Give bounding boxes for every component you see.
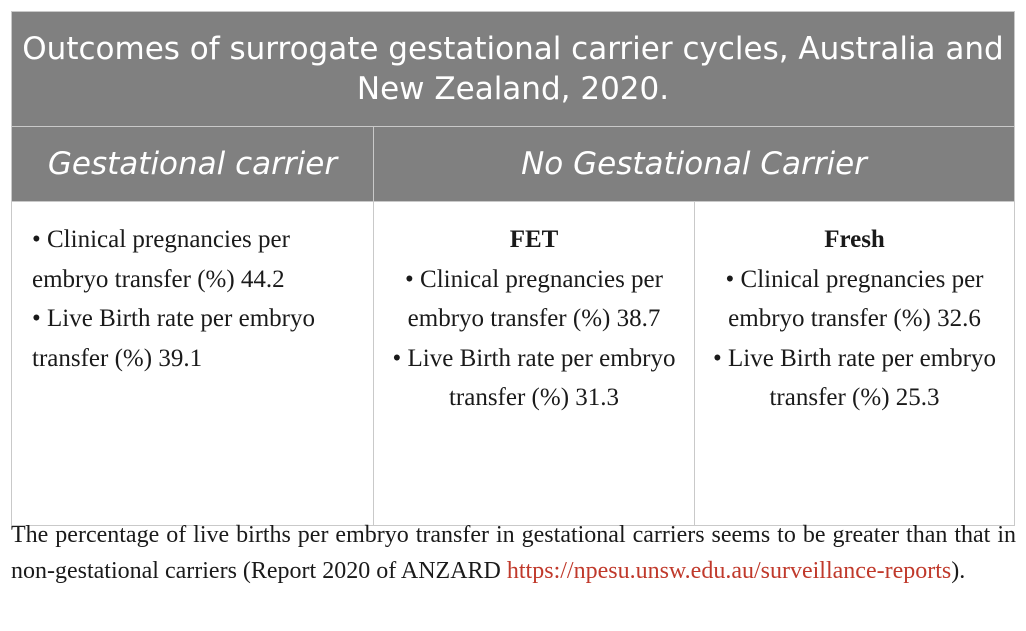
footnote-end: ). — [951, 558, 966, 584]
list-item: • Live Birth rate per embryo transfer (%) 31.3 — [392, 344, 676, 411]
table-footnote — [11, 517, 1016, 589]
footnote-text: The percentage of live births per embryo transfer in gestational carriers seems to be greater than that in non-gestational carriers (Report 2020 of ANZARD — [11, 522, 1016, 584]
subheading-fet: FET — [509, 226, 559, 253]
list-item: • Clinical pregnancies per embryo transfer (%) 44.2 — [32, 226, 290, 293]
header-no-gestational-carrier: No Gestational Carrier — [374, 127, 1015, 202]
table-title: Outcomes of surrogate gestational carrier cycles, Australia and New Zealand, 2020. — [12, 12, 1015, 127]
list-item: • Live Birth rate per embryo transfer (%) 39.1 — [32, 305, 315, 372]
cell-fet — [374, 202, 695, 526]
list-item: • Clinical pregnancies per embryo transfer (%) 32.6 — [725, 265, 984, 332]
list-item: • Live Birth rate per embryo transfer (%) 25.3 — [713, 344, 996, 411]
outcomes-table — [11, 11, 1015, 526]
list-item: • Clinical pregnancies per embryo transfer (%) 38.7 — [405, 265, 663, 332]
header-gestational-carrier: Gestational carrier — [12, 127, 374, 202]
subheading-fresh: Fresh — [824, 226, 885, 253]
cell-fresh — [695, 202, 1015, 526]
report-link[interactable]: https://npesu.unsw.edu.au/surveillance-reports — [506, 558, 952, 584]
cell-gestational-carrier — [12, 202, 374, 526]
